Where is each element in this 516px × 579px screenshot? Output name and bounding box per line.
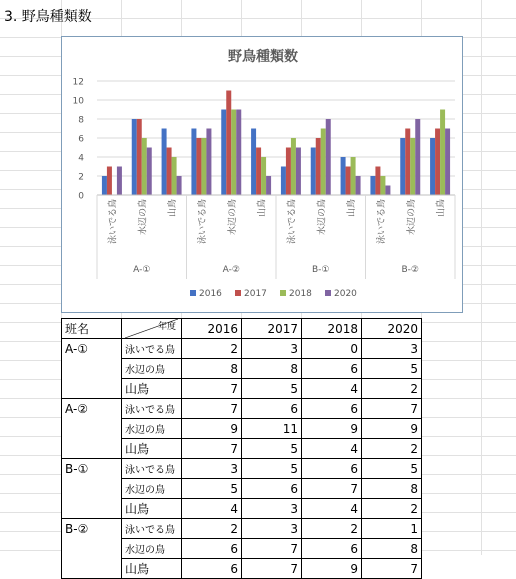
bar bbox=[221, 110, 226, 196]
value-cell[interactable]: 9 bbox=[182, 419, 242, 439]
value-cell[interactable]: 6 bbox=[182, 559, 242, 579]
bar bbox=[167, 148, 172, 196]
y-tick-label: 8 bbox=[78, 115, 84, 126]
y-tick-label: 0 bbox=[78, 191, 84, 202]
header-corner[interactable] bbox=[122, 319, 182, 339]
table-row bbox=[62, 559, 422, 579]
value-cell[interactable]: 7 bbox=[182, 379, 242, 399]
table-row bbox=[62, 479, 422, 499]
legend-label: 2017 bbox=[244, 289, 267, 299]
table-row bbox=[62, 379, 422, 399]
x-category-label: 山鳥 bbox=[347, 199, 358, 218]
bar bbox=[346, 167, 351, 196]
value-cell[interactable]: 6 bbox=[182, 539, 242, 559]
category-cell[interactable]: 水辺の鳥 bbox=[122, 539, 182, 559]
bar bbox=[251, 129, 256, 196]
value-cell[interactable]: 5 bbox=[242, 459, 302, 479]
table-row bbox=[62, 439, 422, 459]
header-year[interactable]: 2016 bbox=[182, 319, 242, 339]
value-cell[interactable]: 4 bbox=[302, 439, 362, 459]
group-cell[interactable] bbox=[62, 539, 122, 559]
table-row bbox=[62, 519, 422, 539]
bar bbox=[356, 176, 361, 195]
bar bbox=[117, 167, 122, 196]
value-cell[interactable]: 8 bbox=[362, 539, 422, 559]
header-corner-label: 年度 bbox=[157, 322, 176, 332]
value-cell[interactable]: 7 bbox=[182, 439, 242, 459]
x-category-label: 泳いでる鳥 bbox=[287, 199, 298, 245]
bar bbox=[256, 148, 261, 196]
value-cell[interactable]: 3 bbox=[242, 339, 302, 359]
bar bbox=[132, 119, 137, 195]
category-cell[interactable]: 山鳥 bbox=[122, 499, 182, 519]
legend-label: 2018 bbox=[289, 289, 312, 299]
bar bbox=[231, 110, 236, 196]
category-cell[interactable]: 山鳥 bbox=[122, 559, 182, 579]
bar bbox=[291, 138, 296, 195]
bar bbox=[162, 129, 167, 196]
group-cell[interactable] bbox=[62, 479, 122, 499]
bar bbox=[311, 148, 316, 196]
x-category-label: 水辺の鳥 bbox=[317, 199, 328, 236]
y-tick-label: 4 bbox=[78, 153, 84, 164]
value-cell[interactable]: 4 bbox=[302, 499, 362, 519]
value-cell[interactable]: 6 bbox=[302, 459, 362, 479]
bar bbox=[296, 148, 301, 196]
value-cell[interactable]: 3 bbox=[182, 459, 242, 479]
value-cell[interactable]: 5 bbox=[242, 379, 302, 399]
category-cell[interactable]: 泳いでる鳥 bbox=[122, 459, 182, 479]
group-cell[interactable]: B-① bbox=[62, 459, 122, 479]
bar bbox=[286, 148, 291, 196]
bar bbox=[405, 129, 410, 196]
value-cell[interactable]: 6 bbox=[242, 399, 302, 419]
value-cell[interactable]: 8 bbox=[242, 359, 302, 379]
value-cell[interactable]: 5 bbox=[242, 439, 302, 459]
chart-title: 野鳥種類数 bbox=[228, 49, 298, 65]
bar bbox=[380, 176, 385, 195]
header-year[interactable]: 2018 bbox=[302, 319, 362, 339]
value-cell[interactable]: 8 bbox=[362, 479, 422, 499]
value-cell[interactable]: 3 bbox=[242, 519, 302, 539]
value-cell[interactable]: 2 bbox=[362, 379, 422, 399]
bar bbox=[440, 110, 445, 196]
sheet-heading: 3. 野鳥種類数 bbox=[4, 9, 92, 25]
bar bbox=[206, 129, 211, 196]
value-cell[interactable]: 3 bbox=[362, 339, 422, 359]
bar bbox=[435, 129, 440, 196]
category-cell[interactable]: 泳いでる鳥 bbox=[122, 519, 182, 539]
x-category-label: 泳いでる鳥 bbox=[376, 199, 387, 245]
bar bbox=[400, 138, 405, 195]
value-cell[interactable]: 5 bbox=[182, 479, 242, 499]
value-cell[interactable]: 9 bbox=[302, 559, 362, 579]
category-cell[interactable]: 水辺の鳥 bbox=[122, 479, 182, 499]
table-row bbox=[62, 499, 422, 519]
x-category-label: 山鳥 bbox=[168, 199, 179, 218]
bar bbox=[370, 176, 375, 195]
data-table bbox=[61, 318, 422, 579]
bar bbox=[385, 186, 390, 196]
legend-label: 2016 bbox=[199, 289, 222, 299]
value-cell[interactable]: 4 bbox=[182, 499, 242, 519]
bar bbox=[201, 138, 206, 195]
x-category-label: 山鳥 bbox=[436, 199, 447, 218]
group-cell[interactable] bbox=[62, 379, 122, 399]
value-cell[interactable]: 2 bbox=[362, 499, 422, 519]
bar bbox=[191, 129, 196, 196]
x-group-label: B-② bbox=[401, 265, 419, 275]
x-category-label: 水辺の鳥 bbox=[227, 199, 238, 236]
legend-swatch bbox=[280, 290, 286, 296]
value-cell[interactable]: 2 bbox=[182, 339, 242, 359]
bar bbox=[375, 167, 380, 196]
chart-area[interactable] bbox=[61, 36, 463, 313]
value-cell[interactable]: 2 bbox=[182, 519, 242, 539]
bar bbox=[172, 157, 177, 195]
header-year[interactable]: 2017 bbox=[242, 319, 302, 339]
bar bbox=[147, 148, 152, 196]
bar bbox=[102, 176, 107, 195]
x-group-label: B-① bbox=[312, 265, 330, 275]
bar bbox=[410, 138, 415, 195]
legend-swatch bbox=[325, 290, 331, 296]
y-tick-label: 6 bbox=[78, 134, 84, 145]
table-header-row bbox=[62, 319, 422, 339]
bar bbox=[326, 119, 331, 195]
group-cell[interactable] bbox=[62, 499, 122, 519]
bar bbox=[445, 129, 450, 196]
bar bbox=[430, 138, 435, 195]
group-cell[interactable]: A-② bbox=[62, 399, 122, 419]
group-cell[interactable]: A-① bbox=[62, 339, 122, 359]
value-cell[interactable]: 7 bbox=[362, 559, 422, 579]
value-cell[interactable]: 0 bbox=[302, 339, 362, 359]
legend-swatch bbox=[235, 290, 241, 296]
x-category-label: 山鳥 bbox=[257, 199, 268, 218]
x-category-label: 水辺の鳥 bbox=[406, 199, 417, 236]
table-row bbox=[62, 339, 422, 359]
y-tick-label: 10 bbox=[72, 96, 84, 107]
bar-chart bbox=[62, 37, 464, 314]
value-cell[interactable]: 1 bbox=[362, 519, 422, 539]
value-cell[interactable]: 11 bbox=[242, 419, 302, 439]
x-group-label: A-① bbox=[133, 265, 151, 275]
bar bbox=[415, 119, 420, 195]
bar bbox=[142, 138, 147, 195]
table-row bbox=[62, 359, 422, 379]
x-category-label: 水辺の鳥 bbox=[138, 199, 149, 236]
x-group-label: A-② bbox=[222, 265, 240, 275]
x-category-label: 泳いでる鳥 bbox=[108, 199, 119, 245]
value-cell[interactable]: 9 bbox=[362, 419, 422, 439]
category-cell[interactable]: 泳いでる鳥 bbox=[122, 339, 182, 359]
bar bbox=[107, 167, 112, 196]
bar bbox=[266, 176, 271, 195]
group-cell[interactable] bbox=[62, 419, 122, 439]
value-cell[interactable]: 7 bbox=[362, 399, 422, 419]
header-year[interactable]: 2020 bbox=[362, 319, 422, 339]
group-cell[interactable] bbox=[62, 359, 122, 379]
value-cell[interactable]: 6 bbox=[302, 539, 362, 559]
value-cell[interactable]: 8 bbox=[182, 359, 242, 379]
category-cell[interactable]: 山鳥 bbox=[122, 379, 182, 399]
bar bbox=[316, 138, 321, 195]
value-cell[interactable]: 2 bbox=[302, 519, 362, 539]
value-cell[interactable]: 6 bbox=[302, 359, 362, 379]
group-cell[interactable] bbox=[62, 439, 122, 459]
value-cell[interactable]: 5 bbox=[362, 359, 422, 379]
value-cell[interactable]: 6 bbox=[242, 479, 302, 499]
bar bbox=[351, 157, 356, 195]
table-row bbox=[62, 399, 422, 419]
bar bbox=[321, 129, 326, 196]
y-tick-label: 12 bbox=[72, 77, 84, 88]
bar bbox=[281, 167, 286, 196]
value-cell[interactable]: 7 bbox=[242, 539, 302, 559]
value-cell[interactable]: 7 bbox=[242, 559, 302, 579]
bar bbox=[236, 110, 241, 196]
group-cell[interactable] bbox=[62, 559, 122, 579]
value-cell[interactable]: 7 bbox=[302, 479, 362, 499]
category-cell[interactable]: 山鳥 bbox=[122, 439, 182, 459]
value-cell[interactable]: 9 bbox=[302, 419, 362, 439]
legend-label: 2020 bbox=[334, 289, 357, 299]
value-cell[interactable]: 3 bbox=[242, 499, 302, 519]
x-category-label: 泳いでる鳥 bbox=[197, 199, 208, 245]
value-cell[interactable]: 7 bbox=[182, 399, 242, 419]
bar bbox=[196, 138, 201, 195]
header-group[interactable]: 班名 bbox=[62, 319, 122, 339]
table-row bbox=[62, 419, 422, 439]
y-tick-label: 2 bbox=[78, 172, 84, 183]
bar bbox=[261, 157, 266, 195]
bar bbox=[177, 176, 182, 195]
category-cell[interactable]: 泳いでる鳥 bbox=[122, 399, 182, 419]
category-cell[interactable]: 水辺の鳥 bbox=[122, 359, 182, 379]
legend-swatch bbox=[190, 290, 196, 296]
bar bbox=[341, 157, 346, 195]
value-cell[interactable]: 4 bbox=[302, 379, 362, 399]
table-row bbox=[62, 539, 422, 559]
value-cell[interactable]: 5 bbox=[362, 459, 422, 479]
group-cell[interactable]: B-② bbox=[62, 519, 122, 539]
bar bbox=[226, 91, 231, 196]
value-cell[interactable]: 6 bbox=[302, 399, 362, 419]
value-cell[interactable]: 2 bbox=[362, 439, 422, 459]
category-cell[interactable]: 水辺の鳥 bbox=[122, 419, 182, 439]
bar bbox=[137, 119, 142, 195]
table-row bbox=[62, 459, 422, 479]
